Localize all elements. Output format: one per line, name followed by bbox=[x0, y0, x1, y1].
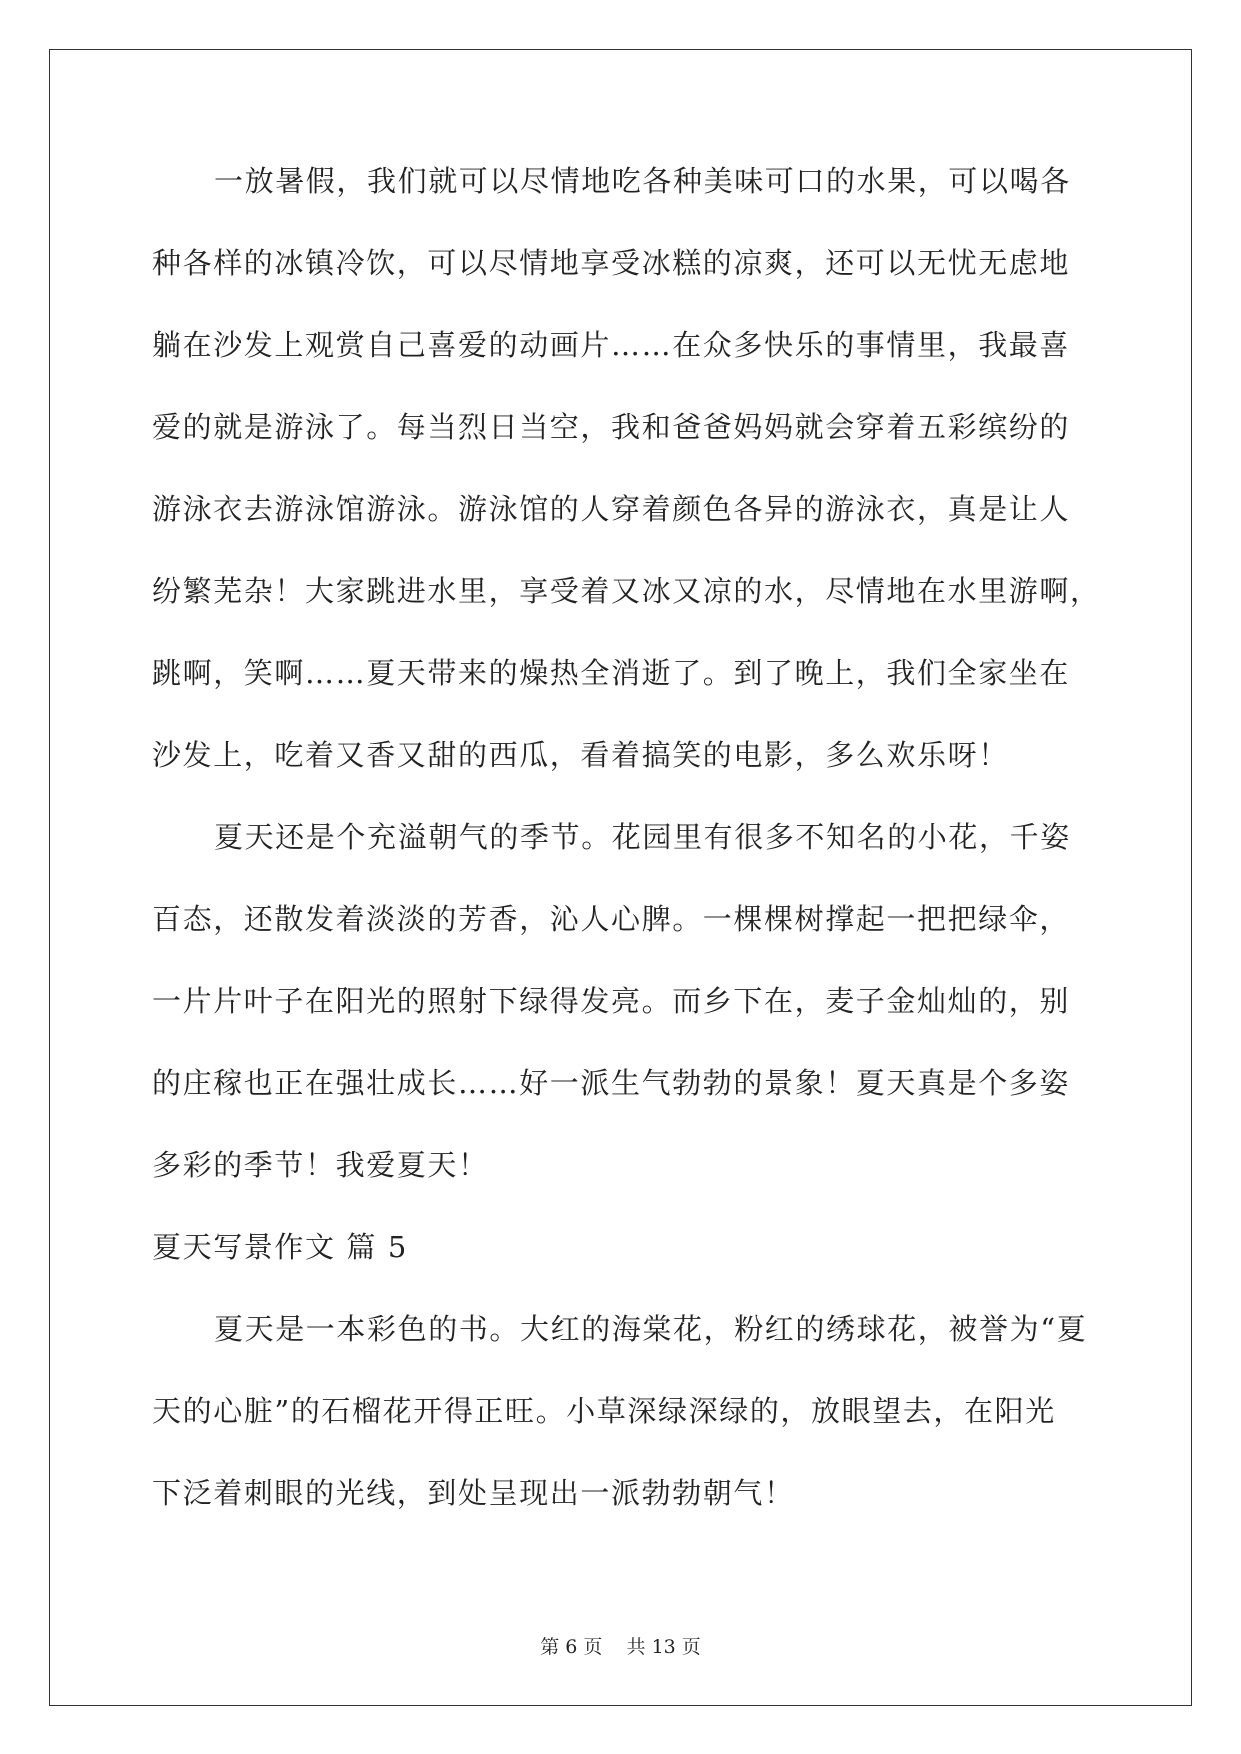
page-number-footer: 第 6 页 共 13 页 bbox=[540, 1636, 701, 1658]
paragraph-line: 天的心脏”的石榴花开得正旺。小草深绿深绿的，放眼望去，在阳光 bbox=[152, 1394, 1056, 1428]
paragraph-1 bbox=[152, 160, 1101, 816]
paragraph-line: 一放暑假，我们就可以尽情地吃各种美味可口的水果，可以喝各 bbox=[214, 164, 1071, 198]
document-body bbox=[152, 160, 1101, 1554]
paragraph-line: 游泳衣去游泳馆游泳。游泳馆的人穿着颜色各异的游泳衣，真是让人 bbox=[152, 492, 1071, 526]
paragraph-line: 的庄稼也正在强壮成长……好一派生气勃勃的景象！夏天真是个多姿 bbox=[152, 1066, 1071, 1100]
paragraph-line: 爱的就是游泳了。每当烈日当空，我和爸爸妈妈就会穿着五彩缤纷的 bbox=[152, 410, 1071, 444]
paragraph-line: 沙发上，吃着又香又甜的西瓜，看着搞笑的电影，多么欢乐呀！ bbox=[152, 738, 1009, 772]
paragraph-line: 一片片叶子在阳光的照射下绿得发亮。而乡下在，麦子金灿灿的，别 bbox=[152, 984, 1071, 1018]
paragraph-2 bbox=[152, 816, 1092, 1226]
paragraph-line: 种各样的冰镇冷饮，可以尽情地享受冰糕的凉爽，还可以无忧无虑地 bbox=[152, 246, 1071, 280]
paragraph-line: 多彩的季节！我爱夏天！ bbox=[152, 1148, 489, 1182]
paragraph-3 bbox=[152, 1308, 1092, 1554]
paragraph-line: 下泛着刺眼的光线，到处呈现出一派勃勃朝气！ bbox=[152, 1476, 795, 1510]
paragraph-line: 躺在沙发上观赏自己喜爱的动画片……在众多快乐的事情里，我最喜 bbox=[152, 328, 1071, 362]
paragraph-line: 纷繁芜杂！大家跳进水里，享受着又冰又凉的水，尽情地在水里游啊， bbox=[152, 574, 1101, 608]
paragraph-line: 跳啊，笑啊……夏天带来的燥热全消逝了。到了晚上，我们全家坐在 bbox=[152, 656, 1071, 690]
paragraph-line: 百态，还散发着淡淡的芳香，沁人心脾。一棵棵树撑起一把把绿伞， bbox=[152, 902, 1071, 936]
paragraph-line: 夏天是一本彩色的书。大红的海棠花，粉红的绣球花，被誉为“夏 bbox=[214, 1312, 1088, 1346]
section-heading: 夏天写景作文 篇 5 bbox=[152, 1230, 408, 1264]
paragraph-line: 夏天还是个充溢朝气的季节。花园里有很多不知名的小花，千姿 bbox=[214, 820, 1071, 854]
